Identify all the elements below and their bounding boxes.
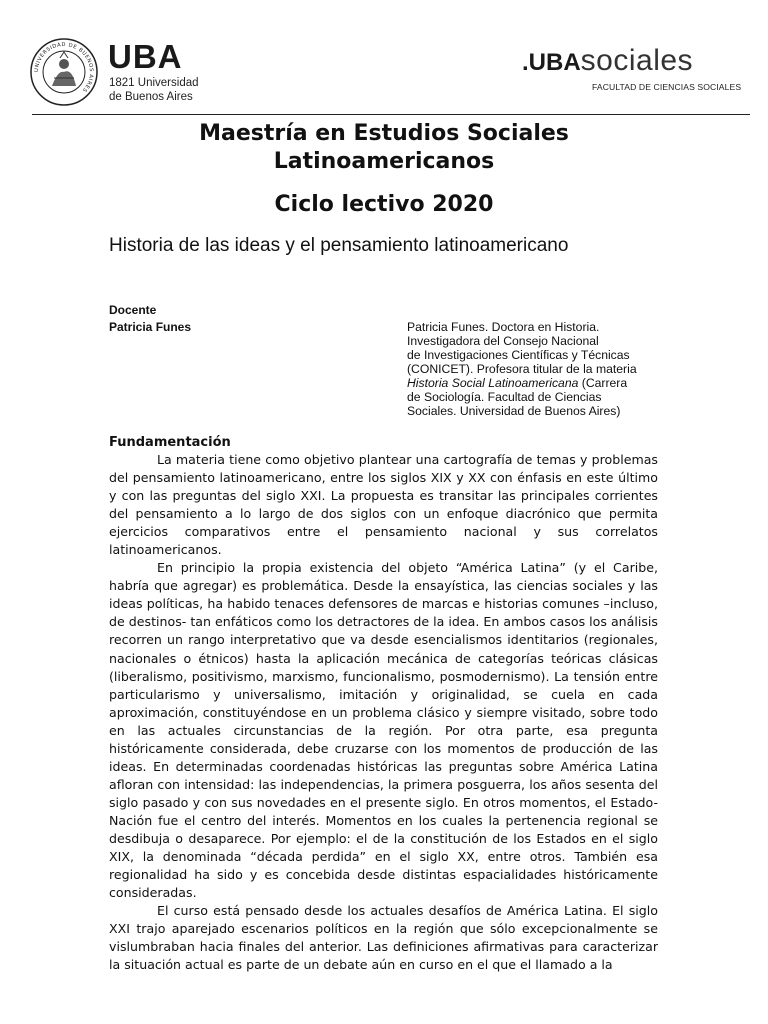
document-header <box>0 0 768 118</box>
uba-logo-line2: de Buenos Aires <box>109 91 193 103</box>
sociales-logo-subtitle: FACULTAD DE CIENCIAS SOCIALES <box>592 82 742 92</box>
bio-line: Sociales. Universidad de Buenos Aires) <box>407 404 621 418</box>
uba-sociales-logo <box>522 46 744 92</box>
body-paragraph: En principio la propia existencia del objeto “América Latina” (y el Caribe, habría que agregar) es problemática. Desde la ensayística, las ciencias sociales y las ideas políticas, ha habido tenaces defensores de marcas e historias comunes –incluso, de destinos- tan enfáticos como los detractores de la idea. En ambos casos los análisis recorren un rango interpretativo que va desde esencialismos identitarios (regionales, nacionales o étnicos) hasta la aplicación mecánica de categorías teóricas clásicas (liberalismo, positivismo, marxismo, funcionalismo, posmodernismo). La tensión entre particularismo y universalismo, imitación y originalidad, se cuela en cada aproximación, constituyéndose en un problema clásico y siempre visitado, sobre todo en las actuales circunstancias de la región. Por otra parte, esa pregunta históricamente considerada, debe cruzarse con los momentos de producción de las ideas. En determinadas coordenadas históricas las preguntas sobre América Latina afloran con intensidad: las independencias, la primera posguerra, los años sesenta del siglo pasado y con sus novedades en el presente siglo. En otros momentos, el Estado-Nación fue el centro del interés. Momentos en los cuales la pertenencia regional se desdibuja o desaparece. Por ejemplo: el de la constitución de los Estados en el siglo XIX, la denominada “década perdida” en el siglo XX, entre otros. También esa regionalidad ha sido y es concebida desde distintas espacialidades históricamente consideradas. <box>109 560 658 901</box>
docente-name: Patricia Funes <box>109 320 192 334</box>
program-title-line1: Maestría en Estudios Sociales <box>199 121 569 146</box>
uba-seal-icon <box>30 38 98 106</box>
body-paragraph: La materia tiene como objetivo plantear una cartografía de temas y problemas del pensamiento latinoamericano, entre los siglos XIX y XX con énfasis en este último y con las preguntas del siglo XXI. La propuesta es transitar las principales corrientes del pensamiento a lo largo de dos siglos con un enfoque diacrónico que permita ejercicios comparativos entre el pensamiento nacional y sus correlatos latinoamericanos. <box>109 452 658 558</box>
seal-text: UNIVERSIDAD DE BUENOS AIRES <box>33 41 95 94</box>
program-title <box>0 120 768 176</box>
fundamentacion-body <box>109 451 658 974</box>
bio-line: de Sociología. Facultad de Ciencias <box>407 390 602 404</box>
course-subject: Historia de las ideas y el pensamiento latinoamericano <box>109 235 569 256</box>
academic-cycle: Ciclo lectivo 2020 <box>274 192 494 217</box>
bio-line-rest: (Carrera <box>578 376 628 390</box>
sociales-logo-line <box>522 46 744 76</box>
program-title-line2: Latinoamericanos <box>273 149 495 174</box>
bio-line <box>407 376 647 390</box>
bio-course-title: Historia Social Latinoamericana <box>407 376 579 390</box>
header-divider <box>32 114 750 115</box>
bio-line: (CONICET). Profesora titular de la materia <box>407 362 637 376</box>
docente-bio <box>407 320 647 418</box>
bio-line: de Investigaciones Científicas y Técnicas <box>407 348 630 362</box>
body-paragraph: El curso está pensado desde los actuales desafíos de América Latina. El siglo XXI trajo aparejado escenarios políticos en la región que sólo excepcionalmente se vislumbraban hacia finales del anterior. Las definiciones afirmativas para caracterizar la situación actual es parte de un debate aún en curso en el que el llamado a la <box>109 903 658 973</box>
bio-line: Patricia Funes. Doctora en Historia. <box>407 320 600 334</box>
section-heading-fundamentacion: Fundamentación <box>109 435 231 450</box>
sociales-logo-word: sociales <box>580 44 694 77</box>
uba-logo-subtitle <box>109 76 199 104</box>
uba-logo-word: UBA <box>108 38 183 75</box>
docente-label: Docente <box>109 303 157 317</box>
bio-line: Investigadora del Consejo Nacional <box>407 334 599 348</box>
uba-logo-line1: 1821 Universidad <box>109 77 199 89</box>
sociales-logo-prefix: .UBA <box>522 49 581 76</box>
